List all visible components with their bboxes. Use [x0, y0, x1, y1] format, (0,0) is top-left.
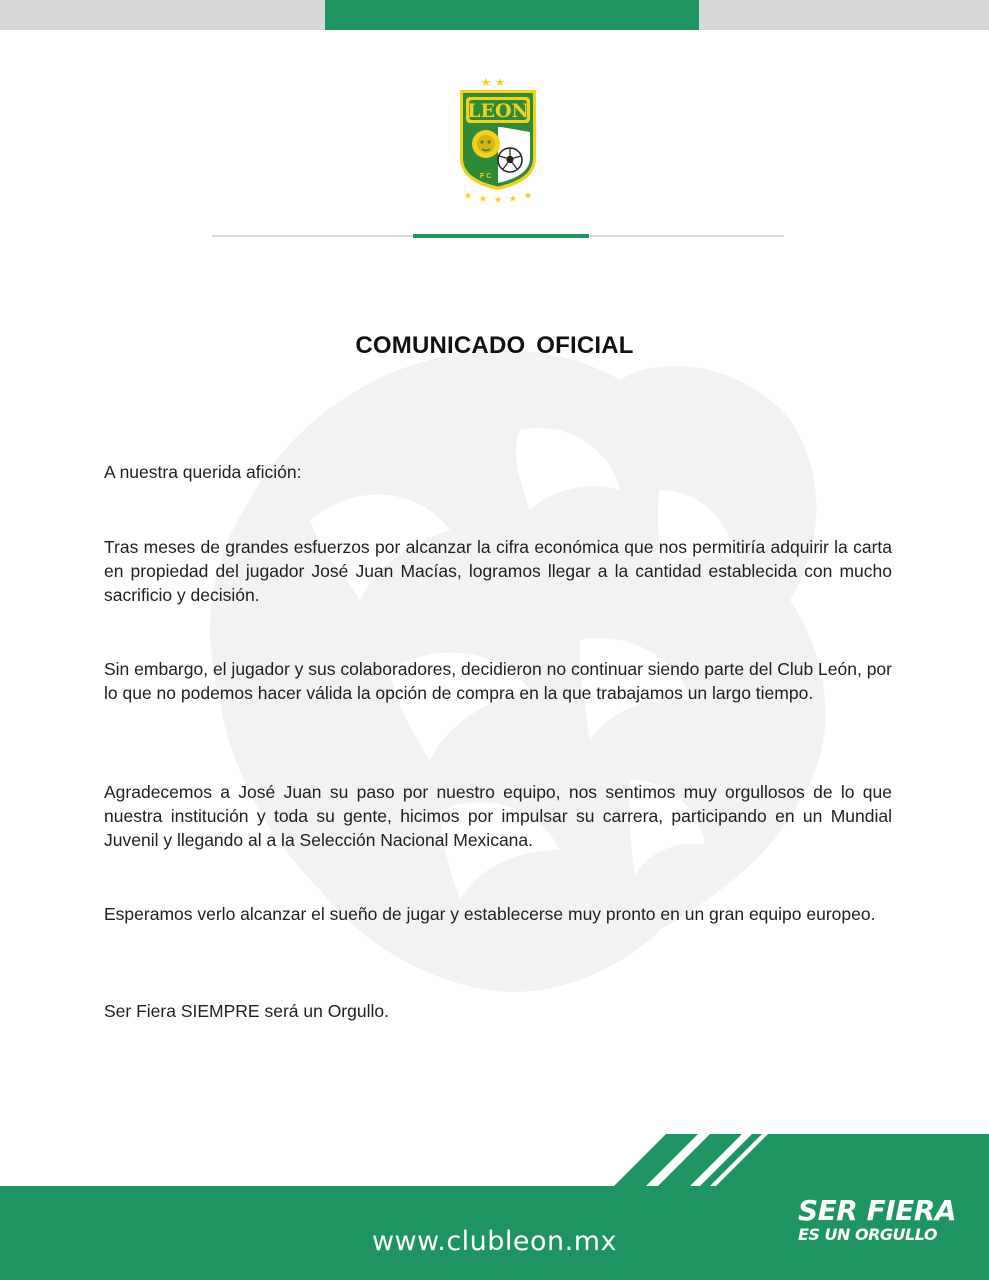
top-band-accent: [325, 0, 699, 30]
crest-logo-text: LEON: [467, 100, 529, 122]
crest-initials: F C: [480, 173, 492, 180]
slogan-line-1: SER FIERA: [798, 1194, 957, 1227]
crest-bottom-stars-icon: [464, 192, 531, 203]
footer-website-link[interactable]: www.clubleon.mx: [371, 1226, 618, 1257]
paragraph-1: Tras meses de grandes esfuerzos por alcanzar la cifra económica que nos permitiría adquirir la carta en propiedad del jugador José Juan Macías, logramos llegar a la cantidad establecida con mucho sacrificio y decisión.: [104, 537, 892, 605]
crest-top-stars-icon: [482, 78, 505, 86]
crest-football-icon: [498, 148, 522, 172]
paragraph-3: Agradecemos a José Juan su paso por nuestro equipo, nos sentimos muy orgullosos de lo que nuestra institución y toda su gente, hicimos por impulsar su carrera, participando en un Mundial Juvenil y llegando al a la Selección Nacional Mexicana.: [104, 782, 892, 850]
club-leon-crest-logo: [452, 72, 544, 204]
paragraph-2: Sin embargo, el jugador y sus colaboradores, decidieron no continuar siendo parte del Club León, por lo que no podemos hacer válida la opción de compra en la que trabajamos un largo tiempo.: [104, 659, 892, 703]
crest-lion-icon: [472, 130, 500, 158]
closing-line: Ser Fiera SIEMPRE será un Orgullo.: [104, 1001, 389, 1021]
greeting: A nuestra querida afición:: [104, 462, 302, 482]
slogan-logo: [798, 1196, 958, 1244]
footer-stripes-decoration: [0, 1134, 989, 1188]
header-divider-accent: [413, 234, 589, 238]
paragraph-4: Esperamos verlo alcanzar el sueño de jugar y establecerse muy pronto en un gran equipo europeo.: [104, 904, 876, 924]
document-title: COMUNICADO OFICIAL: [355, 332, 634, 359]
slogan-line-2: ES UN ORGULLO: [798, 1225, 937, 1244]
